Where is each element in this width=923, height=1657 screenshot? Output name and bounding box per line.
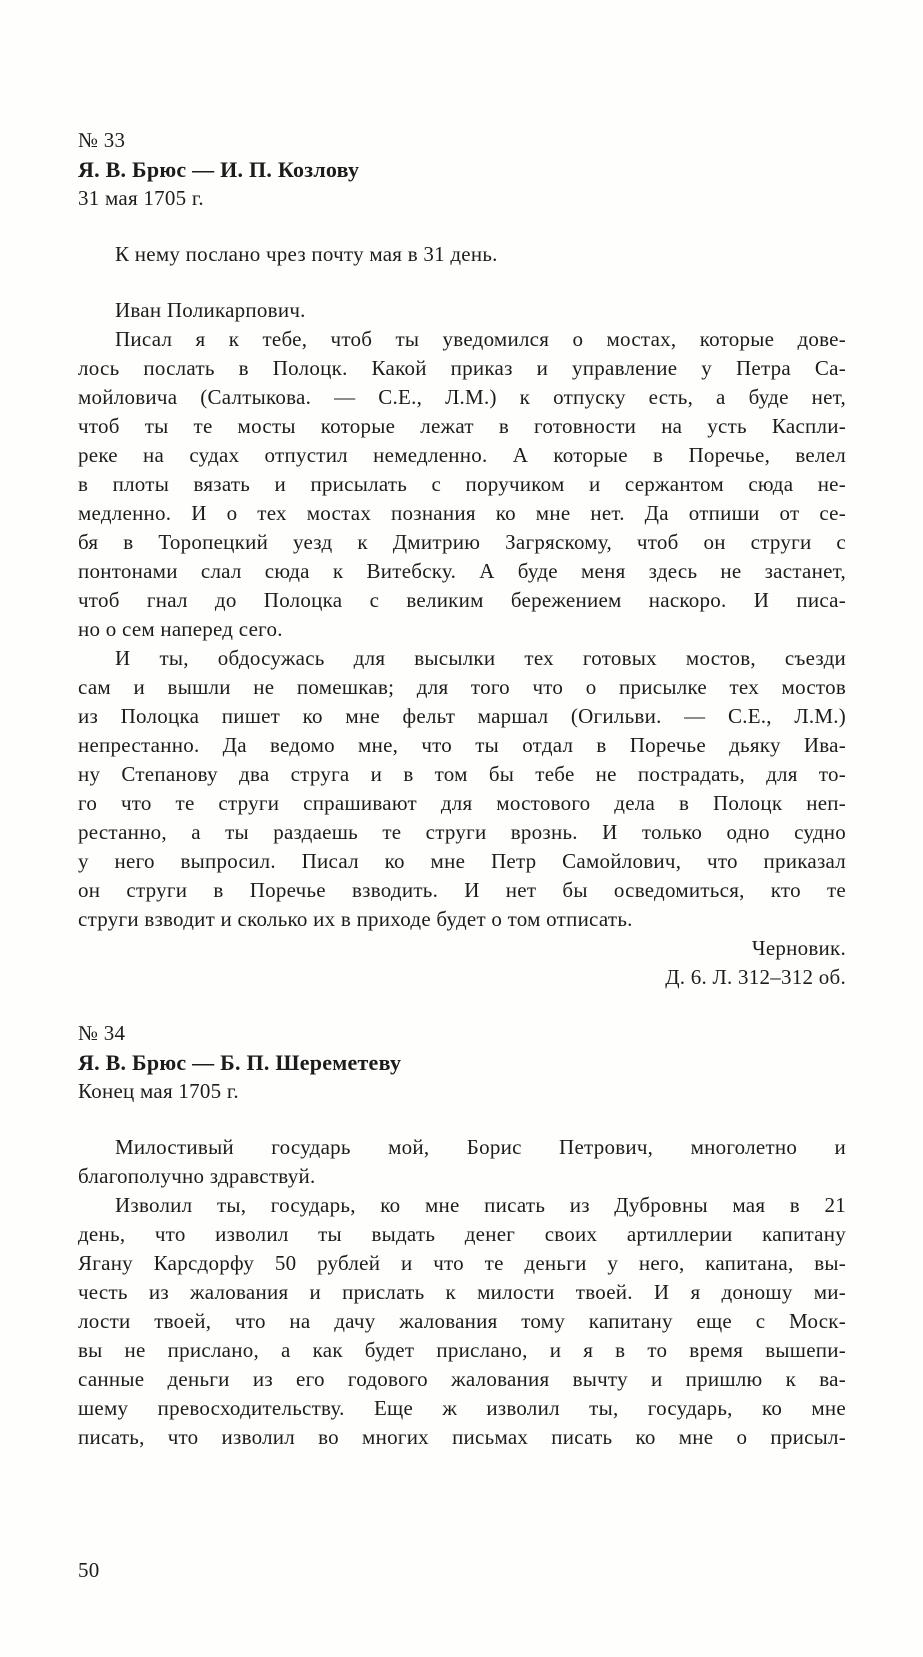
letter-33 bbox=[78, 126, 846, 992]
text-line: И ты, обдосужась для высылки тех готовых мостов, съезди bbox=[115, 646, 846, 670]
letter-paragraph bbox=[78, 1191, 846, 1452]
letter-paragraph bbox=[78, 1133, 846, 1191]
letter-34 bbox=[78, 1019, 846, 1452]
letter-paragraph bbox=[78, 325, 846, 644]
text-line: у него выпросил. Писал ко мне Петр Самойлович, что приказал bbox=[78, 849, 846, 873]
text-line: струги взводит и сколько их в приходе будет о том отписать. bbox=[78, 907, 633, 931]
text-line: мойловича (Салтыкова. — С.Е., Л.М.) к отпуску есть, а буде нет, bbox=[78, 385, 846, 409]
text-line: Милостивый государь мой, Борис Петрович, многолетно и bbox=[115, 1135, 846, 1159]
text-line: вы не прислано, а как будет прислано, и я в то время вышепи- bbox=[78, 1338, 846, 1362]
text-line: санные деньги из его годового жалования вычту и пришлю к ва- bbox=[78, 1367, 846, 1391]
text-line: лости твоей, что на дачу жалования тому капитану еще с Моск- bbox=[78, 1309, 846, 1333]
text-line: понтонами слал сюда к Витебску. А буде меня здесь не застанет, bbox=[78, 559, 846, 583]
text-line: но о сем наперед сего. bbox=[78, 617, 283, 641]
text-line: благополучно здравствуй. bbox=[78, 1164, 316, 1188]
page-number: 50 bbox=[78, 1558, 100, 1582]
letter-number: № 34 bbox=[78, 1021, 126, 1045]
text-line: медленно. И о тех мостах познания ко мне нет. Да отпиши от се- bbox=[78, 501, 846, 525]
letter-signoff-draft: Черновик. bbox=[751, 936, 846, 960]
letter-paragraph bbox=[78, 644, 846, 934]
text-line: честь из жалования и прислать к милости твоей. И я доношу ми- bbox=[78, 1280, 846, 1304]
text-line: из Полоцка пишет ко мне фельт маршал (Огильви. — С.Е., Л.М.) bbox=[78, 704, 846, 728]
letter-date: 31 мая 1705 г. bbox=[78, 186, 204, 210]
letter-heading: Я. В. Брюс — И. П. Козлову bbox=[78, 157, 360, 182]
letter-signoff-archive-ref: Д. 6. Л. 312–312 об. bbox=[665, 965, 846, 989]
text-line: го что те струги спрашивают для мостового дела в Полоцк неп- bbox=[78, 791, 846, 815]
text-line: сам и вышли не помешкав; для того что о присылке тех мостов bbox=[78, 675, 846, 699]
text-line: реке на судах отпустил немедленно. А которые в Поречье, велел bbox=[78, 443, 846, 467]
text-line: в плоты вязать и присылать с поручиком и сержантом сюда не- bbox=[78, 472, 846, 496]
text-line: день, что изволил ты выдать денег своих артиллерии капитану bbox=[78, 1222, 846, 1246]
text-line: Писал я к тебе, чтоб ты уведомился о мостах, которые дове- bbox=[115, 327, 846, 351]
text-line: ну Степанову два струга и в том бы тебе не пострадать, для то- bbox=[78, 762, 846, 786]
text-line: бя в Торопецкий уезд к Дмитрию Загряскому, чтоб он струги с bbox=[78, 530, 846, 554]
text-line: чтоб ты те мосты которые лежат в готовности на усть Каспли- bbox=[78, 414, 846, 438]
text-line: Изволил ты, государь, ко мне писать из Дубровны мая в 21 bbox=[115, 1193, 846, 1217]
letter-heading: Я. В. Брюс — Б. П. Шереметеву bbox=[78, 1050, 402, 1075]
text-line: Ягану Карсдорфу 50 рублей и что те деньги у него, капитана, вы- bbox=[78, 1251, 846, 1275]
letter-number: № 33 bbox=[78, 128, 126, 152]
text-line: писать, что изволил во многих письмах писать ко мне о присыл- bbox=[78, 1425, 846, 1449]
letter-postal-note: К нему послано чрез почту мая в 31 день. bbox=[115, 242, 498, 266]
text-line: непрестанно. Да ведомо мне, что ты отдал в Поречье дьяку Ива- bbox=[78, 733, 846, 757]
letter-date: Конец мая 1705 г. bbox=[78, 1079, 239, 1103]
text-line: лось послать в Полоцк. Какой приказ и управление у Петра Са- bbox=[78, 356, 846, 380]
text-line: шему превосходительству. Еще ж изволил ты, государь, ко мне bbox=[78, 1396, 846, 1420]
text-line: он струги в Поречье взводить. И нет бы осведомиться, кто те bbox=[78, 878, 846, 902]
text-line: рестанно, а ты раздаешь те струги врознь. И только одно судно bbox=[78, 820, 846, 844]
letter-salutation: Иван Поликарпович. bbox=[115, 298, 306, 322]
text-line: чтоб гнал до Полоцка с великим бережением наскоро. И писа- bbox=[78, 588, 846, 612]
